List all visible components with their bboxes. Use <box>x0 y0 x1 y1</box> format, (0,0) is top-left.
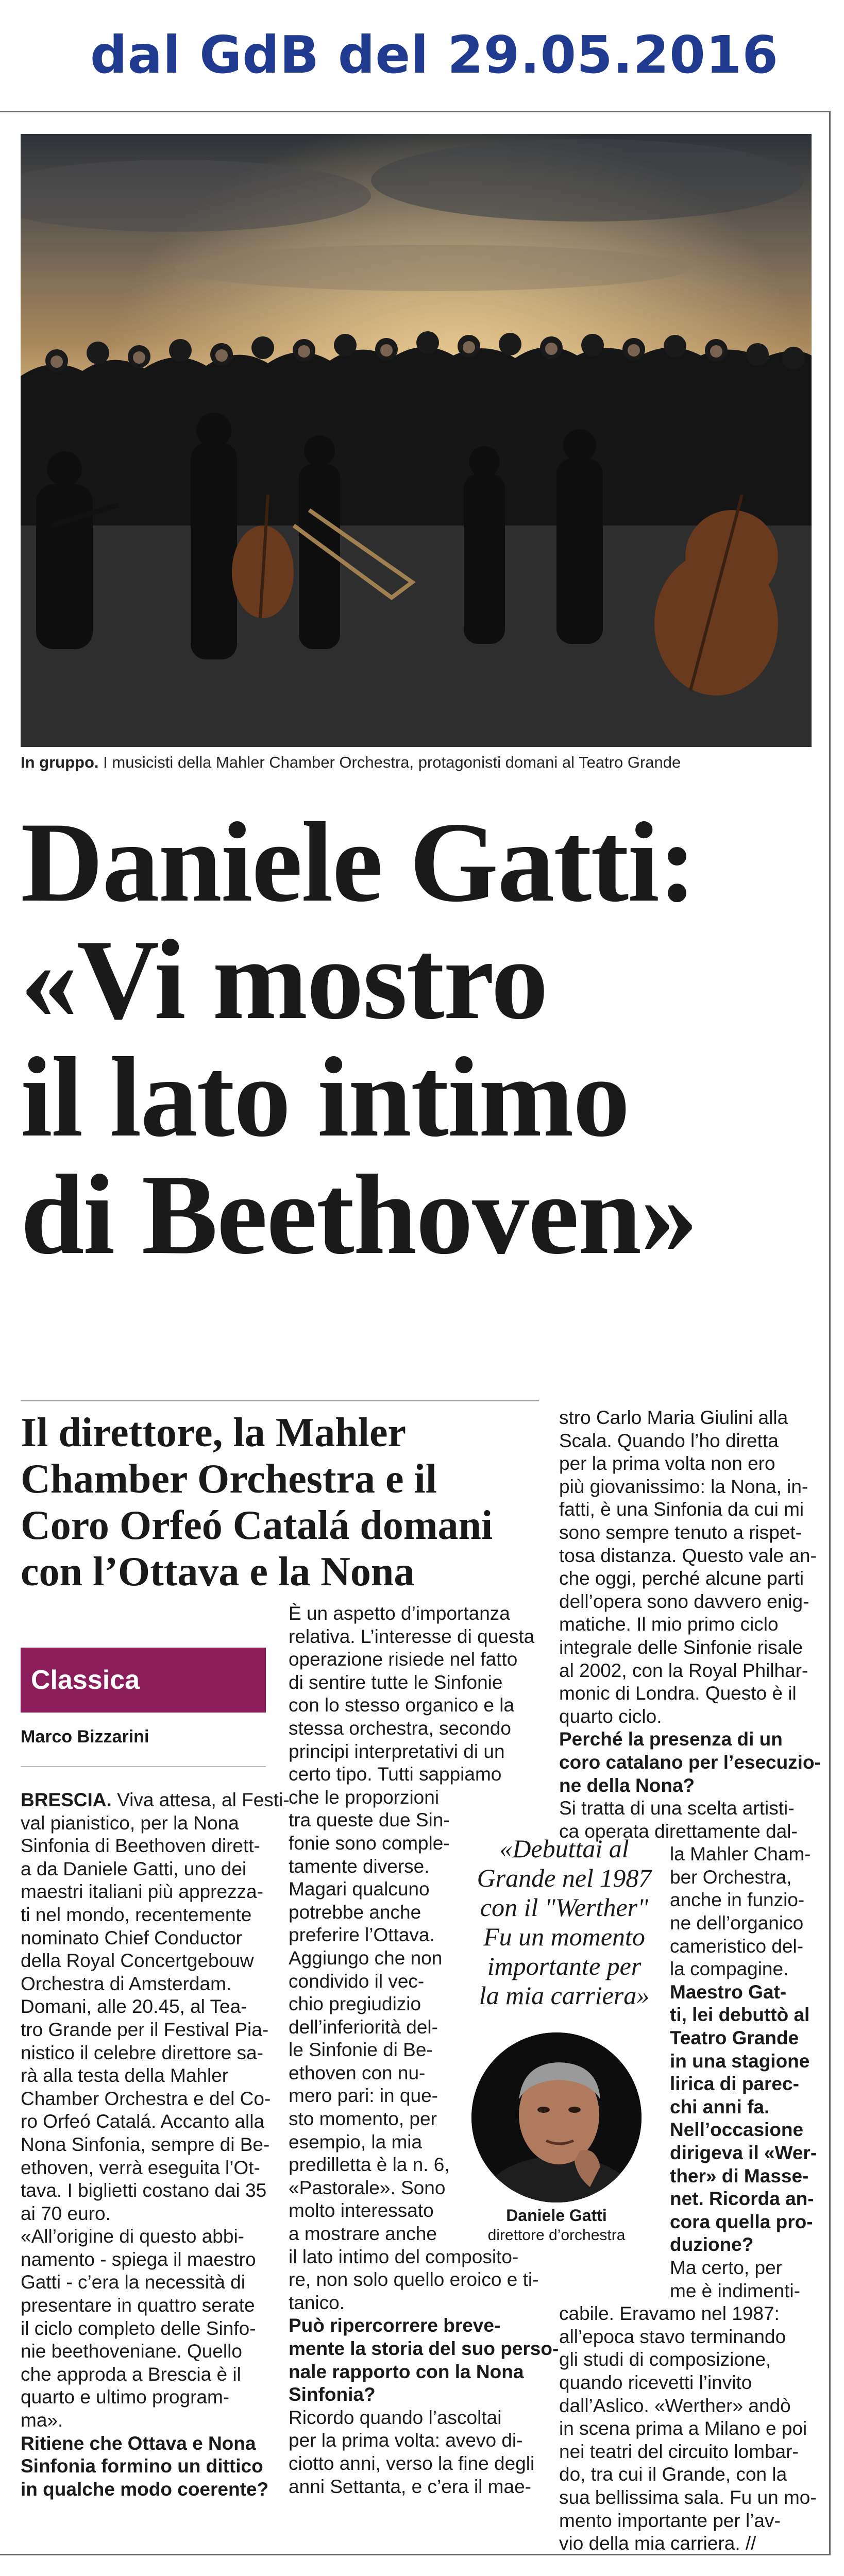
question-line: Sinfonia? <box>289 2384 376 2405</box>
orchestra-photo-illustration <box>21 134 812 747</box>
text-line: tamente diverse. <box>289 1855 430 1877</box>
text-line: tro Grande per il Festival Pia- <box>21 2019 269 2040</box>
text-line: condivido il vec- <box>289 1970 425 1992</box>
question-line: lirica di parec- <box>670 2073 799 2095</box>
subhead-rule <box>21 1400 539 1401</box>
question-line: ti, lei debuttò al <box>670 2004 810 2026</box>
section-tag: Classica <box>21 1648 266 1713</box>
text-line: ber Orchestra, <box>670 1866 792 1888</box>
question-line: chi anni fa. <box>670 2096 770 2117</box>
text-line: nominato Chief Conductor <box>21 1927 242 1948</box>
caption-lead: In gruppo. <box>21 753 99 771</box>
text-line: cabile. Eravamo nel 1987: <box>559 2303 780 2325</box>
dateline: BRESCIA. <box>21 1789 112 1810</box>
text-line: Aggiungo che non <box>289 1947 443 1969</box>
text-line: relativa. L’interesse di questa <box>289 1625 535 1647</box>
text-line: anche in funzio- <box>670 1889 805 1911</box>
text-line: potrebbe anche <box>289 1901 421 1923</box>
text-line: molto interessato <box>289 2200 434 2222</box>
orchestra-photo <box>21 134 812 747</box>
text-line: BRESCIA. Viva attesa, al Festi- <box>21 1789 290 1810</box>
text-line: mero pari: in que- <box>289 2085 438 2107</box>
text-line: nei teatri del circuito lombar- <box>559 2441 799 2462</box>
question-line: dirigeva il «Wer- <box>670 2142 817 2163</box>
text-line: che le proporzioni <box>289 1786 440 1808</box>
text-line: Scala. Quando l’ho diretta <box>559 1430 779 1451</box>
text-line: ai 70 euro. <box>21 2202 111 2224</box>
question-line: in una stagione <box>670 2050 810 2072</box>
text-line: le Sinfonie di Be- <box>289 2039 433 2061</box>
text-line: la compagine. <box>670 1958 789 1980</box>
headline-line: il lato intimo <box>21 1034 629 1161</box>
question-line: ther» di Masse- <box>670 2165 809 2187</box>
byline: Marco Bizzarini <box>21 1727 149 1747</box>
question-line: Teatro Grande <box>670 2027 799 2049</box>
question-line: cora quella pro- <box>670 2211 813 2232</box>
text-line: operazione risiede nel fatto <box>289 1649 518 1670</box>
text-line: predilletta è la n. 6, <box>289 2154 450 2176</box>
headline-line: di Beethoven» <box>21 1151 697 1278</box>
text-line: re, non solo quello eroico e ti- <box>289 2269 539 2291</box>
text-line: È un aspetto d’importanza <box>289 1603 510 1624</box>
question-line: coro catalano per l’esecuzio- <box>559 1751 821 1773</box>
text-line: sua bellissima sala. Fu un mo- <box>559 2486 817 2508</box>
byline-rule <box>21 1766 266 1767</box>
text-line: dell’inferiorità del- <box>289 2016 438 2038</box>
text-line: Si tratta di una scelta artisti- <box>559 1798 795 1819</box>
pull-quote-line: importante per <box>487 1952 642 1980</box>
text-line: dell’opera sono davvero enig- <box>559 1590 809 1612</box>
text-line: al 2002, con la Royal Philhar- <box>559 1659 808 1681</box>
pull-quote-line: Grande nel 1987 <box>477 1863 652 1892</box>
question-line: Ritiene che Ottava e Nona <box>21 2432 256 2454</box>
text-line: ethoven, verrà eseguita l’Ot- <box>21 2157 260 2178</box>
text-line: preferire l’Ottava. <box>289 1924 435 1946</box>
subhead-line: con l’Ottava e la Nona <box>21 1549 415 1595</box>
text-line: principi interpretativi di un <box>289 1740 505 1762</box>
text-line: quarto ciclo. <box>559 1705 662 1727</box>
subhead-line: Chamber Orchestra e il <box>21 1456 437 1502</box>
text-line: Ricordo quando l’ascoltai <box>289 2406 502 2428</box>
text-line: Nona Sinfonia, sempre di Be- <box>21 2133 270 2155</box>
caption-text: I musicisti della Mahler Chamber Orchestra, protagonisti domani al Teatro Grande <box>98 753 681 771</box>
text-line: con lo stesso organico e la <box>289 1694 515 1716</box>
text-line: per la prima volta non ero <box>559 1453 775 1475</box>
question-line: Perché la presenza di un <box>559 1728 783 1750</box>
text-line: nistico il celebre direttore sa- <box>21 2042 263 2063</box>
subhead-line: Il direttore, la Mahler <box>21 1410 406 1455</box>
text-line: Chamber Orchestra e del Co- <box>21 2088 271 2109</box>
text-line: a mostrare anche <box>289 2223 437 2245</box>
question-line: Nell’occasione <box>670 2119 804 2141</box>
portrait-name: Daniele Gatti <box>506 2206 607 2225</box>
text-line: «All’origine di questo abbi- <box>21 2226 244 2247</box>
question-line: mente la storia del suo perso- <box>289 2338 559 2359</box>
text-line: tava. I biglietti costano dai 35 <box>21 2180 267 2201</box>
text-line: il lato intimo del composito- <box>289 2246 519 2267</box>
text-line: il ciclo completo delle Sinfo- <box>21 2317 256 2339</box>
pull-quote-line: «Debuttai al <box>499 1834 629 1863</box>
text-line: Gatti - c’era la necessità di <box>21 2272 245 2293</box>
text-line: «Pastorale». Sono <box>289 2177 446 2198</box>
text-line: ciotto anni, verso la fine degli <box>289 2452 535 2474</box>
text-line: me è indimenti- <box>670 2280 800 2301</box>
text-line: per la prima volta: avevo di- <box>289 2430 523 2451</box>
text-line: ethoven con nu- <box>289 2062 426 2083</box>
text-line: Domani, alle 20.45, al Tea- <box>21 1996 247 2018</box>
text-line: Magari qualcuno <box>289 1878 430 1900</box>
text-line: esempio, la mia <box>289 2131 423 2153</box>
text-line: della Royal Concertgebouw <box>21 1950 254 1972</box>
text-line: vio della mia carriera. // <box>559 2533 756 2554</box>
text-line: la Mahler Cham- <box>670 1843 811 1865</box>
text-line: chio pregiudizio <box>289 1993 421 2015</box>
question-line: in qualche modo coerente? <box>21 2478 269 2500</box>
question-line: Può ripercorrere breve- <box>289 2315 501 2336</box>
text-line: mento importante per l’av- <box>559 2510 781 2531</box>
text-line: anni Settanta, e c’era il mae- <box>289 2476 531 2497</box>
text-line: quarto e ultimo program- <box>21 2386 230 2408</box>
text-line: matiche. Il mio primo ciclo <box>559 1614 779 1635</box>
text-line: do, tra cui il Grande, con la <box>559 2464 787 2485</box>
text-line: val pianistico, per la Nona <box>21 1812 239 1834</box>
text-line: stessa orchestra, secondo <box>289 1717 511 1739</box>
portrait-role: direttore d’orchestra <box>487 2227 626 2244</box>
pull-quote-line: Fu un momento <box>483 1922 645 1951</box>
text-line: monic di Londra. Questo è il <box>559 1683 797 1704</box>
text-line: all’epoca stavo terminando <box>559 2326 786 2347</box>
text-line: nie beethoveniane. Quello <box>21 2341 242 2362</box>
text-line: Ma certo, per <box>670 2257 782 2278</box>
text-line: ne dell’organico <box>670 1912 804 1934</box>
text-line: presentare in quattro serate <box>21 2295 255 2316</box>
headline-line: Daniele Gatti: <box>21 799 696 926</box>
question-line: net. Ricorda an- <box>670 2188 814 2210</box>
portrait-illustration <box>471 2032 642 2202</box>
text-line: di sentire tutte le Sinfonie <box>289 1671 503 1693</box>
headline-line: «Vi mostro <box>21 917 548 1043</box>
text-line: certo tipo. Tutti sappiamo <box>289 1764 502 1785</box>
question-line: nale rapporto con la Nona <box>289 2361 524 2382</box>
text-line: in scena prima a Milano e poi <box>559 2418 807 2439</box>
headline <box>21 799 814 1278</box>
pull-quote-line: la mia carriera» <box>479 1981 650 2010</box>
text-line: a da Daniele Gatti, uno dei <box>21 1858 247 1879</box>
question-line: Maestro Gat- <box>670 1981 787 2003</box>
text-line: sono sempre tenuto a rispet- <box>559 1521 802 1543</box>
text-line: dall’Aslico. «Werther» andò <box>559 2395 791 2416</box>
text-line: ma». <box>21 2410 63 2431</box>
source-line: dal GdB del 29.05.2016 <box>90 25 779 85</box>
text-line: Orchestra di Amsterdam. <box>21 1973 232 1994</box>
question-line: duzione? <box>670 2234 754 2256</box>
subhead <box>21 1410 541 1595</box>
question-line: Sinfonia formino un dittico <box>21 2455 263 2477</box>
text-line: integrale delle Sinfonie risale <box>559 1636 803 1658</box>
text-line: sto momento, per <box>289 2108 437 2130</box>
article-column-1 <box>21 1789 290 2501</box>
photo-caption <box>21 753 814 772</box>
text-line: fonie sono comple- <box>289 1832 450 1854</box>
text-line: stro Carlo Maria Giulini alla <box>559 1407 788 1428</box>
text-line: quando ricevetti l’invito <box>559 2371 752 2393</box>
text-line: rà alla testa della Mahler <box>21 2065 229 2087</box>
text-line: maestri italiani più apprezza- <box>21 1881 263 1903</box>
text-line: Sinfonia di Beethoven dirett- <box>21 1835 260 1857</box>
text-line: fatti, è una Sinfonia da cui mi <box>559 1499 804 1520</box>
question-line: ne della Nona? <box>559 1774 695 1796</box>
pull-quote-line: con il "Werther" <box>480 1893 649 1922</box>
text-line: tanico. <box>289 2292 345 2313</box>
portrait-photo <box>471 2032 642 2202</box>
pull-quote <box>471 1834 657 2010</box>
text-line: che approda a Brescia è il <box>21 2363 241 2385</box>
text-line: ca operata direttamente dal- <box>559 1820 798 1842</box>
text-line: cameristico del- <box>670 1935 804 1957</box>
text-line: ro Orfeó Catalá. Accanto alla <box>21 2111 265 2132</box>
text-line: che oggi, perché alcune parti <box>559 1568 804 1589</box>
subhead-line: Coro Orfeó Catalá domani <box>21 1503 493 1548</box>
text-line: più giovanissimo: la Nona, in- <box>559 1476 808 1497</box>
text-line: tosa distanza. Questo vale an- <box>559 1545 817 1566</box>
text-line: namento - spiega il maestro <box>21 2248 256 2270</box>
text-line: gli studi di composizione, <box>559 2349 771 2370</box>
text-line: ti nel mondo, recentemente <box>21 1904 252 1925</box>
text-line: tra queste due Sin- <box>289 1809 450 1831</box>
